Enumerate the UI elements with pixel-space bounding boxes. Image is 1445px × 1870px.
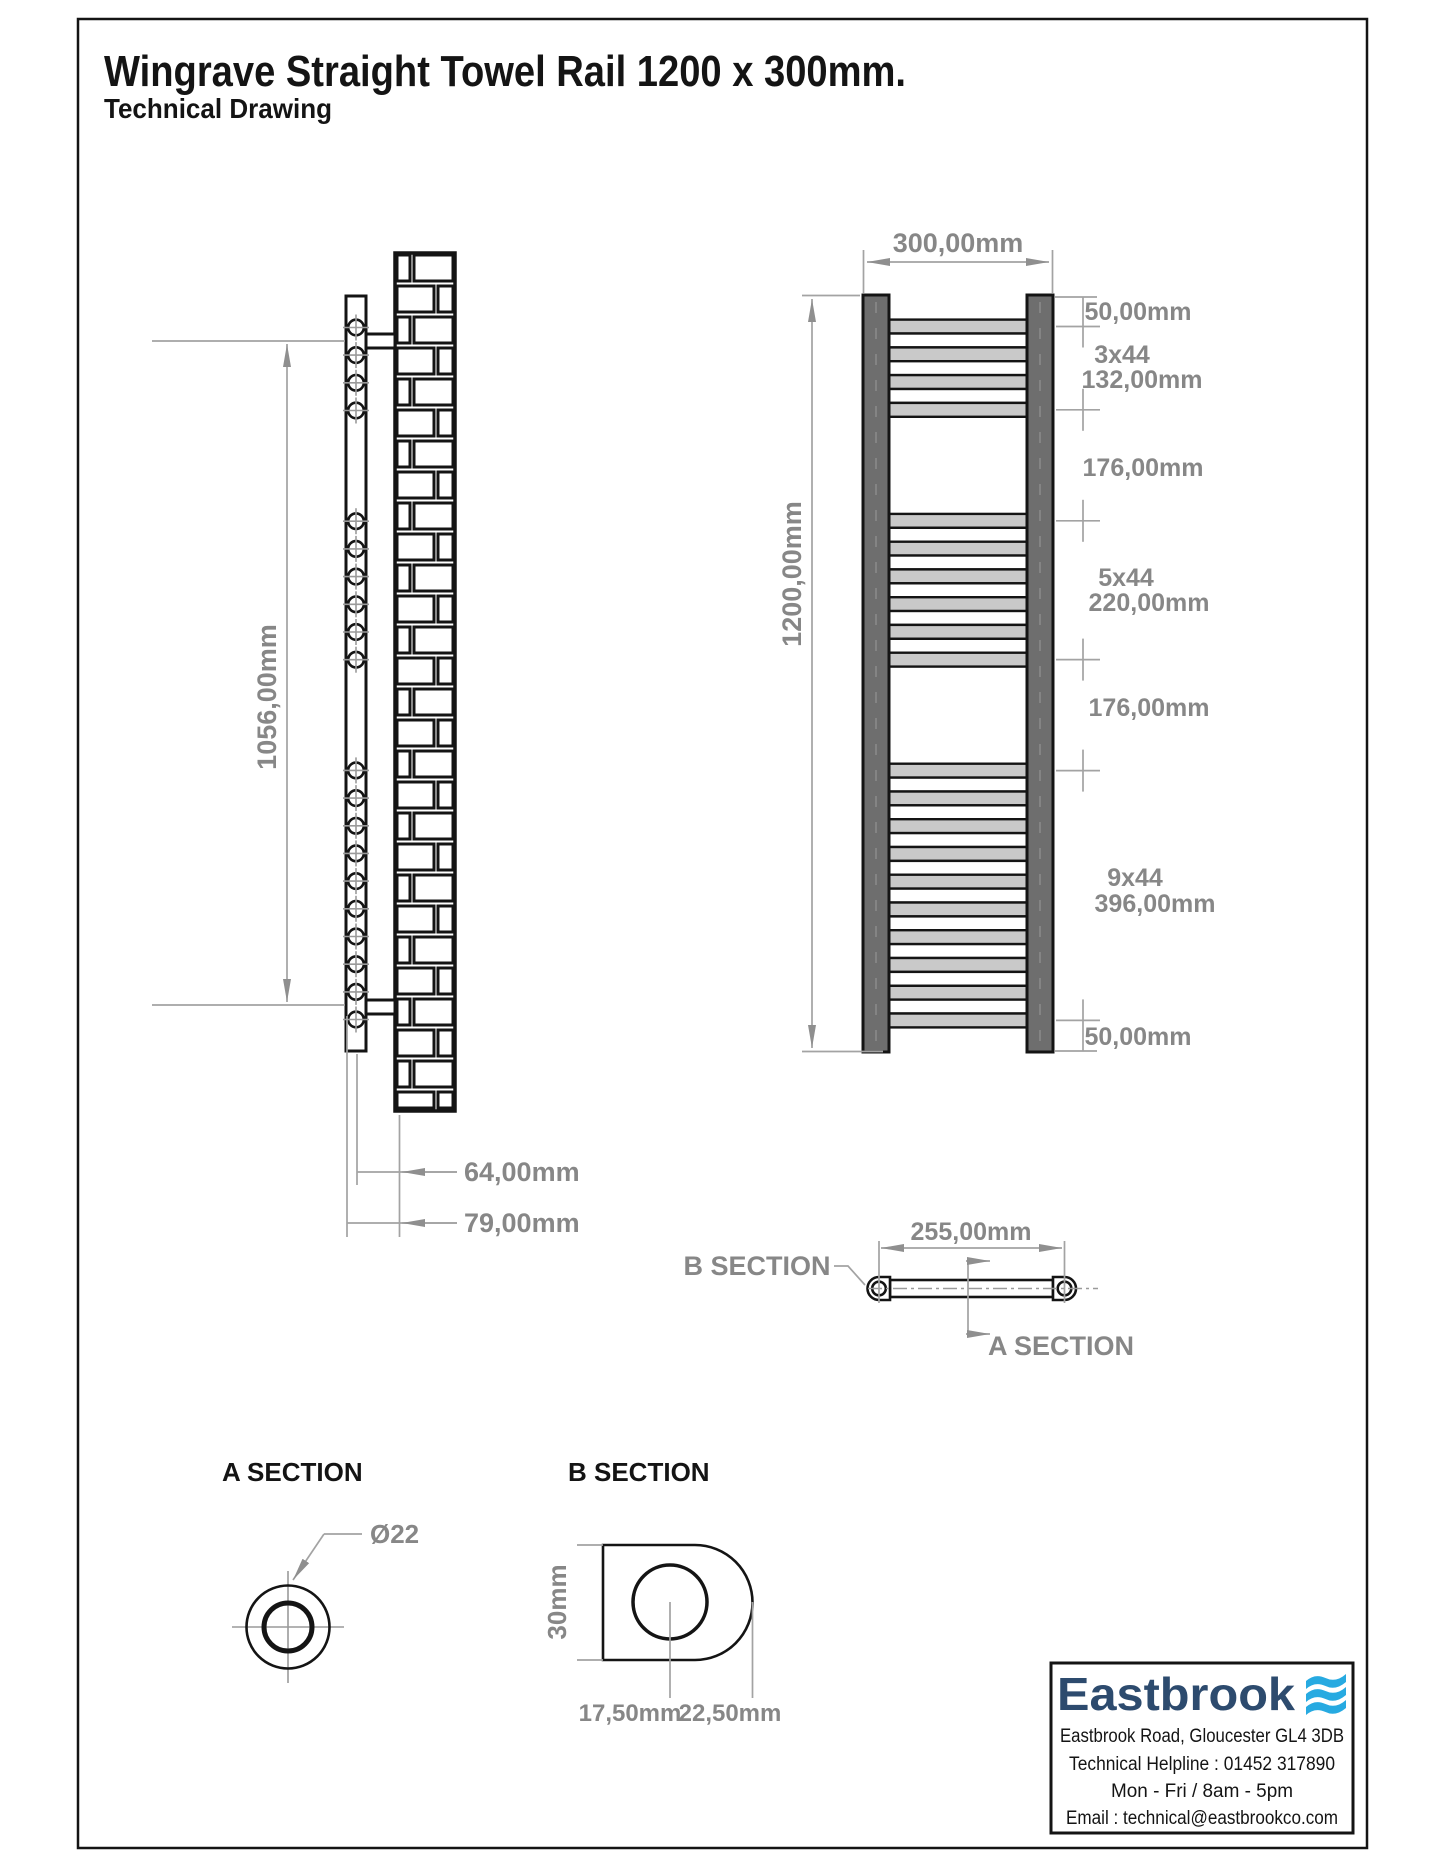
page-title: Wingrave Straight Towel Rail 1200 x 300mm. xyxy=(104,47,906,96)
dim-offset-2: 22,50mm xyxy=(678,1700,782,1727)
a-section-detail xyxy=(222,1457,419,1683)
segment-label-8: 396,00mm xyxy=(1094,890,1216,918)
footer-email: Email : technical@eastbrookco.com xyxy=(1066,1808,1338,1829)
segment-label-5: 220,00mm xyxy=(1088,589,1210,617)
segment-label-9: 50,00mm xyxy=(1084,1023,1192,1051)
front-view xyxy=(777,228,1215,1052)
brick-wall xyxy=(397,255,453,1108)
a-section-title: A SECTION xyxy=(222,1457,363,1487)
footer-brand-box xyxy=(1051,1663,1353,1833)
page-subtitle: Technical Drawing xyxy=(104,93,332,124)
dim-diameter: Ø22 xyxy=(370,1519,420,1549)
segment-label-6: 176,00mm xyxy=(1088,694,1210,722)
segment-label-3: 176,00mm xyxy=(1082,454,1204,482)
segment-label-0: 50,00mm xyxy=(1084,298,1192,326)
bracket-d-profile xyxy=(603,1545,753,1660)
dim-offset-1: 17,50mm xyxy=(578,1700,682,1727)
diameter-leader-arrow xyxy=(293,1534,324,1580)
segment-label-1: 3x44 xyxy=(1094,341,1150,369)
b-section-title: B SECTION xyxy=(568,1457,710,1487)
dim-wall-to-rail-front: 79,00mm xyxy=(464,1208,580,1238)
dim-wall-to-rail-center: 64,00mm xyxy=(464,1157,580,1187)
dim-hole-pitch: 255,00mm xyxy=(910,1218,1032,1246)
footer-hours: Mon - Fri / 8am - 5pm xyxy=(1111,1781,1293,1802)
wall-bracket-top xyxy=(366,334,395,348)
a-section-callout: A SECTION xyxy=(987,1331,1135,1361)
footer-address: Eastbrook Road, Gloucester GL4 3DB xyxy=(1060,1726,1344,1747)
dim-bracket-span: 1056,00mm xyxy=(252,624,282,770)
plan-view xyxy=(683,1218,1134,1361)
segment-bracket-lines xyxy=(1055,297,1100,1051)
dim-bracket-height: 30mm xyxy=(542,1564,572,1640)
segment-label-7: 9x44 xyxy=(1107,864,1163,892)
segment-label-2: 132,00mm xyxy=(1081,366,1203,394)
towel-rail-rungs xyxy=(889,320,1027,1028)
b-section-callout: B SECTION xyxy=(683,1251,831,1281)
b-section-detail xyxy=(542,1457,781,1727)
footer-helpline: Technical Helpline : 01452 317890 xyxy=(1069,1754,1335,1775)
brand-wordmark: Eastbrook xyxy=(1057,1668,1296,1720)
dim-width: 300,00mm xyxy=(892,228,1024,258)
segment-label-4: 5x44 xyxy=(1098,564,1154,592)
brand-waves-icon xyxy=(1306,1674,1346,1715)
side-view xyxy=(152,253,580,1238)
wall-bracket-bottom xyxy=(366,1000,395,1014)
dim-height: 1200,00mm xyxy=(777,501,807,647)
b-section-leader xyxy=(834,1266,865,1285)
